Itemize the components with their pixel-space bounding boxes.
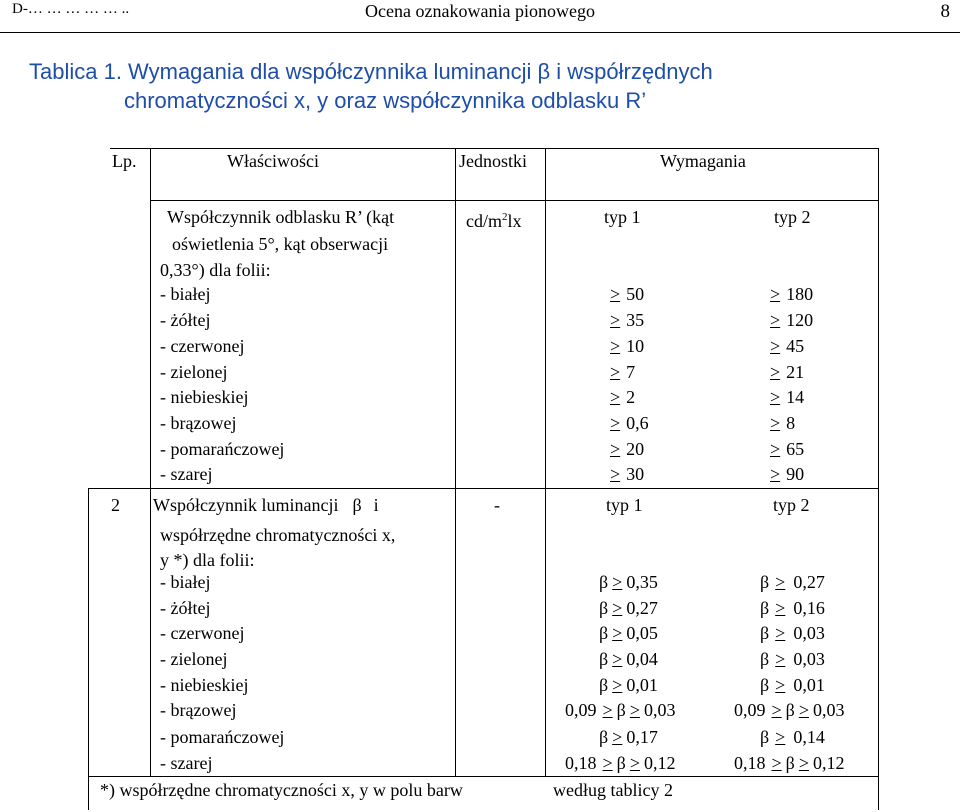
greater-equal-icon: > [771,753,782,773]
header-lp: Lp. [112,151,137,171]
page-number: 8 [940,1,950,22]
s2-property-line: współrzędne chromatyczności x, [160,525,396,545]
s1-property-line: 0,33°) dla folii: [160,260,271,280]
s1-row-color: - brązowej [160,413,237,433]
s1-row-type1-value: > 7 [610,362,636,382]
s2-row-color: - niebieskiej [160,675,249,695]
greater-equal-icon: > [612,623,623,643]
column-divider-lp [150,148,151,777]
s2-row-color: - białej [160,572,211,592]
greater-equal-icon: > [770,413,781,433]
s2-row-color: - czerwonej [160,623,245,643]
s2-row-type1-value: β > 0,17 [599,727,658,747]
greater-equal-icon: > [775,675,786,695]
s2-row-type2-value: β > 0,01 [760,675,825,695]
greater-equal-icon: > [770,310,781,330]
greater-equal-icon: > [602,700,613,720]
greater-equal-icon: > [610,310,621,330]
s1-row-type1-value: > 20 [610,439,645,459]
s2-property-line: y *) dla folii: [160,550,255,570]
table-caption [29,57,844,115]
s2-property-line: Współczynnik luminancji β i [153,495,379,515]
column-divider-units [545,148,546,777]
greater-equal-icon: > [798,753,809,773]
s1-row-type1-value: > 50 [610,284,645,304]
s2-row-type2-value: β > 0,16 [760,598,825,618]
greater-equal-icon: > [798,700,809,720]
greater-equal-icon: > [612,572,623,592]
greater-equal-icon: > [775,598,786,618]
header-rule [0,32,960,33]
greater-equal-icon: > [775,572,786,592]
s2-row-type2-value: 0,18 > β > 0,12 [734,753,845,773]
s2-row-type2-value: β > 0,14 [760,727,825,747]
s1-row-type2-value: > 21 [770,362,805,382]
greater-equal-icon: > [770,362,781,382]
s2-row-type2-value: β > 0,03 [760,649,825,669]
s1-row-type1-value: > 2 [610,387,636,407]
s2-row-color: - żółtej [160,598,211,618]
s2-type1-header: typ 1 [606,495,643,515]
s2-row-type1-value: β > 0,27 [599,598,658,618]
header-row-divider [150,200,878,201]
s2-row-type1-value: β > 0,04 [599,649,658,669]
s1-row-color: - szarej [160,464,213,484]
s1-row-type2-value: > 45 [770,336,805,356]
s2-row-color: - szarej [160,753,213,773]
footnote-reference: według tablicy 2 [553,780,673,800]
caption-line-1: Tablica 1. Wymagania dla współczynnika luminancji β i współrzędnych [29,59,713,84]
greater-equal-icon: > [610,362,621,382]
s1-row-type2-value: > 65 [770,439,805,459]
s1-row-type2-value: > 8 [770,413,796,433]
s2-row-type1-value: 0,18 > β > 0,12 [565,753,676,773]
greater-equal-icon: > [770,464,781,484]
s2-row-type1-value: β > 0,01 [599,675,658,695]
greater-equal-icon: > [610,336,621,356]
s1-row-type1-value: > 0,6 [610,413,649,433]
document-code: D-… … … … … .. [12,1,130,17]
s2-row-type1-value: β > 0,05 [599,623,658,643]
s1-row-color: - białej [160,284,211,304]
s2-lp: 2 [111,495,120,515]
greater-equal-icon: > [612,675,623,695]
s1-row-color: - niebieskiej [160,387,249,407]
greater-equal-icon: > [610,464,621,484]
s2-row-type2-value: β > 0,03 [760,623,825,643]
s2-row-type2-value: 0,09 > β > 0,03 [734,700,845,720]
header-requirements: Wymagania [660,151,746,171]
greater-equal-icon: > [770,439,781,459]
greater-equal-icon: > [612,727,623,747]
greater-equal-icon: > [610,284,621,304]
greater-equal-icon: > [602,753,613,773]
s2-row-color: - pomarańczowej [160,727,285,747]
s1-row-color: - żółtej [160,310,211,330]
greater-equal-icon: > [610,413,621,433]
s2-unit: - [494,495,500,515]
s1-row-type1-value: > 35 [610,310,645,330]
greater-equal-icon: > [629,753,640,773]
greater-equal-icon: > [629,700,640,720]
greater-equal-icon: > [770,336,781,356]
s1-row-type2-value: > 90 [770,464,805,484]
greater-equal-icon: > [775,623,786,643]
greater-equal-icon: > [771,700,782,720]
table-border-right [878,148,879,810]
caption-line-2: chromatyczności x, y oraz współczynnika odblasku R’ [124,88,647,113]
header-units: Jednostki [459,151,528,171]
footnote-text: *) współrzędne chromatyczności x, y w polu barw [100,780,463,800]
greater-equal-icon: > [612,649,623,669]
greater-equal-icon: > [610,387,621,407]
s1-row-type1-value: > 30 [610,464,645,484]
running-title: Ocena oznakowania pionowego [365,1,595,21]
greater-equal-icon: > [775,649,786,669]
table-border-left-lower [88,488,89,810]
s1-type1-header: typ 1 [604,207,641,227]
greater-equal-icon: > [612,598,623,618]
s1-property-line: Współczynnik odblasku R’ (kąt [167,207,395,227]
s1-type2-header: typ 2 [774,207,811,227]
greater-equal-icon: > [770,387,781,407]
s1-row-type1-value: > 10 [610,336,645,356]
s2-row-type2-value: β > 0,27 [760,572,825,592]
s2-row-color: - brązowej [160,700,237,720]
greater-equal-icon: > [610,439,621,459]
greater-equal-icon: > [775,727,786,747]
s1-row-type2-value: > 14 [770,387,805,407]
column-divider-property [455,148,456,777]
s1-row-color: - pomarańczowej [160,439,285,459]
s1-row-color: - czerwonej [160,336,245,356]
s2-row-type1-value: β > 0,35 [599,572,658,592]
header-property: Właściwości [227,151,319,171]
s1-property-line: oświetlenia 5°, kąt obserwacji [172,234,389,254]
s2-type2-header: typ 2 [773,495,810,515]
s1-unit: $cd/m^2lx$ [466,211,522,231]
greater-equal-icon: > [770,284,781,304]
s1-row-color: - zielonej [160,362,228,382]
footnote-divider [88,776,878,777]
table-border-top [110,148,879,149]
s2-row-type1-value: 0,09 > β > 0,03 [565,700,676,720]
s1-row-type2-value: > 120 [770,310,814,330]
s1-row-type2-value: > 180 [770,284,814,304]
s2-row-color: - zielonej [160,649,228,669]
section-divider [88,488,878,489]
